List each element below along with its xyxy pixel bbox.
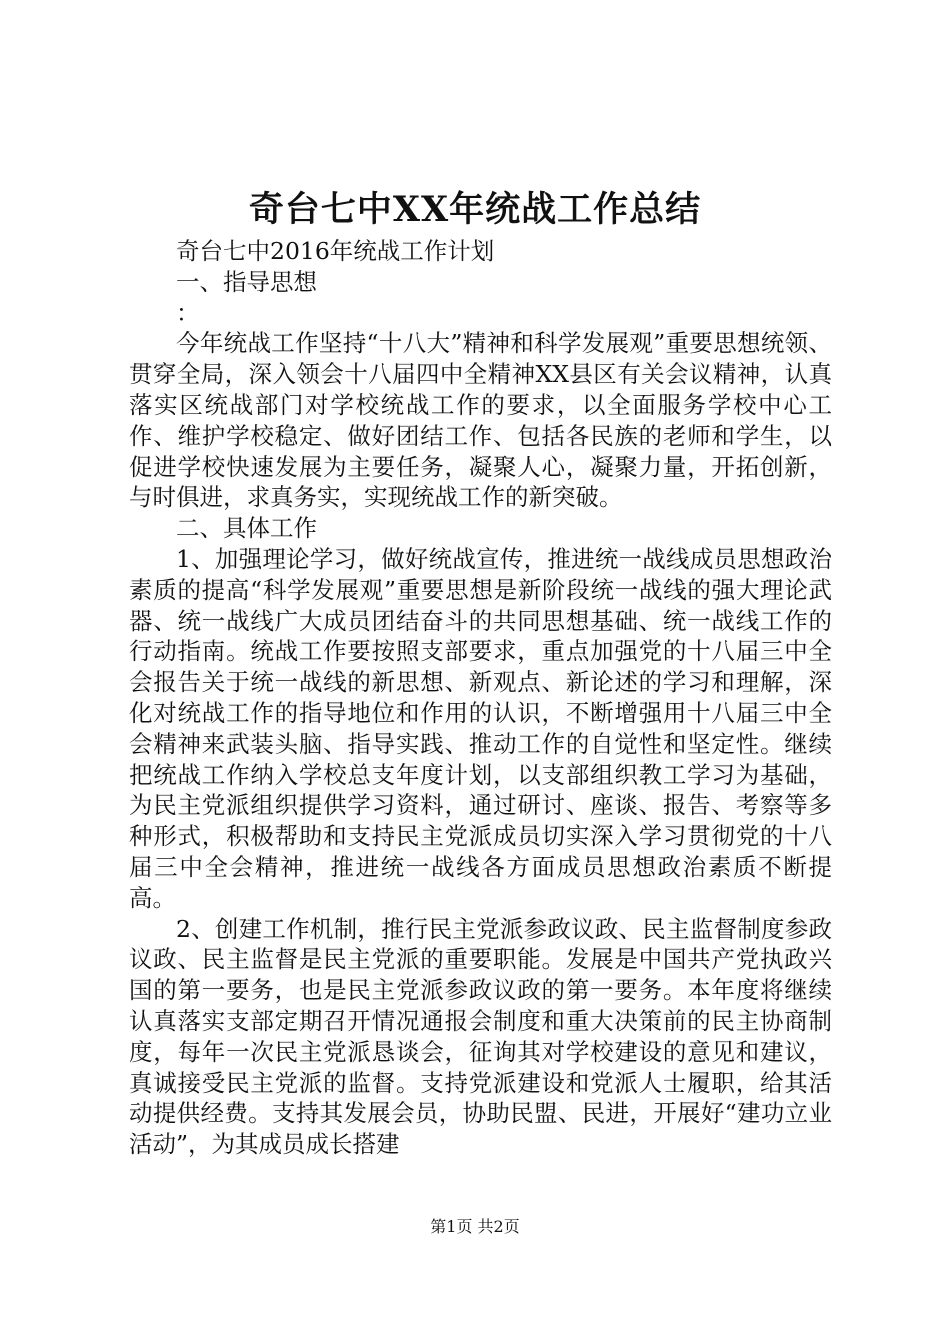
- document-body: [129, 236, 832, 1160]
- page-footer: 第1页 共2页: [430, 1217, 520, 1236]
- paragraph-section-2-heading: 二、具体工作: [176, 514, 317, 543]
- paragraph-item-1: 1、加强理论学习，做好统战宣传，推进统一战线成员思想政治素质的提高“科学发展观”重要思想是新阶段统一战线的强大理论武器、统一战线广大成员团结奋斗的共同思想基础、统一战线工作的行动指南。统战工作要按照支部要求，重点加强党的十八届三中全会报告关于统一战线的新思想、新观点、新论述的学习和理解，深化对统战工作的指导地位和作用的认识，不断增强用十八届三中全会精神来武装头脑、指导实践、推动工作的自觉性和坚定性。继续把统战工作纳入学校总支年度计划，以支部组织教工学习为基础，为民主党派组织提供学习资料，通过研讨、座谈、报告、考察等多种形式，积极帮助和支持民主党派成员切实深入学习贯彻党的十八届三中全会精神，推进统一战线各方面成员思想政治素质不断提高。: [129, 544, 832, 912]
- paragraph-section-1-heading: 一、指导思想: [176, 267, 317, 296]
- paragraph-colon: ：: [176, 298, 200, 327]
- paragraph-item-2: 2、创建工作机制，推行民主党派参政议政、民主监督制度参政议政、民主监督是民主党派的重要职能。发展是中国共产党执政兴国的第一要务，也是民主党派参政议政的第一要务。本年度将继续认真落实支部定期召开情况通报会制度和重大决策前的民主协商制度，每年一次民主党派恳谈会，征询其对学校建设的意见和建议，真诚接受民主党派的监督。支持党派建设和党派人士履职，给其活动提供经费。支持其发展会员，协助民盟、民进，开展好“建功立业活动”，为其成员成长搭建: [129, 914, 832, 1159]
- paragraph-guiding-thought: 今年统战工作坚持“十八大”精神和科学发展观”重要思想统领、贯穿全局，深入领会十八届四中全精神XX县区有关会议精神，认真落实区统战部门对学校统战工作的要求，以全面服务学校中心工作、维护学校稳定、做好团结工作、包括各民族的老师和学生，以促进学校快速发展为主要任务，凝聚人心，凝聚力量，开拓创新，与时俱进，求真务实，实现统战工作的新突破。: [129, 329, 832, 512]
- document-title: 奇台七中XX年统战工作总结: [248, 189, 702, 230]
- paragraph-plan-heading: 奇台七中2016年统战工作计划: [176, 237, 495, 265]
